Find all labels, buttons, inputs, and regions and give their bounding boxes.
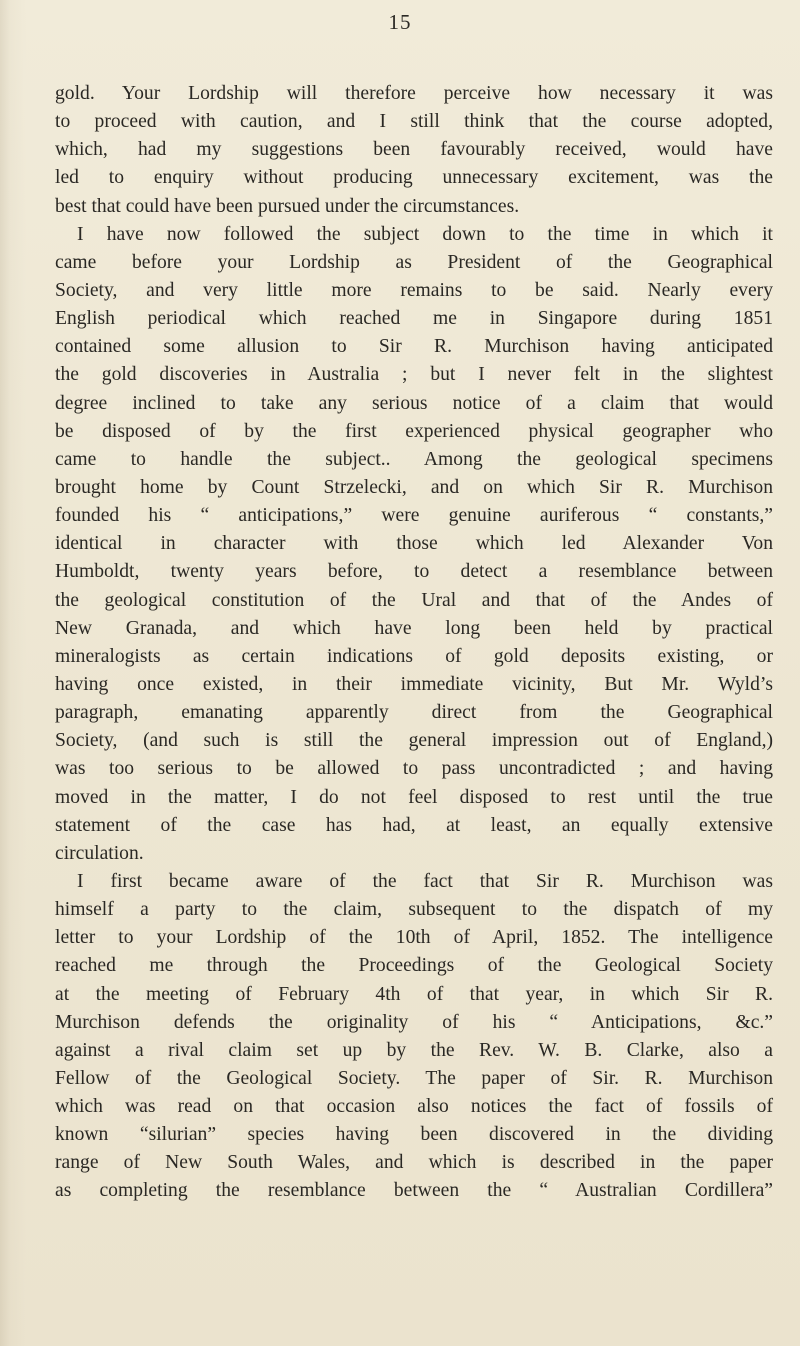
text-line: the gold discoveries in Australia ; but I never felt in the slightest (55, 364, 773, 386)
text-line: which was read on that occasion also notices the fact of fossils of (55, 1096, 773, 1118)
text-line: moved in the matter, I do not feel disposed to rest until the true (55, 786, 773, 808)
body-text (55, 80, 773, 1206)
text-line: led to enquiry without producing unnecessary excitement, was the (55, 167, 773, 189)
text-line: Society, (and such is still the general impression out of England,) (55, 730, 773, 752)
text-line: New Granada, and which have long been held by practical (55, 617, 773, 639)
text-line: I first became aware of the fact that Sir R. Murchison was (77, 870, 773, 892)
text-line: be disposed of by the first experienced physical geographer who (55, 420, 773, 442)
text-line: came before your Lordship as President of the Geographical (55, 251, 773, 273)
text-line: degree inclined to take any serious notice of a claim that would (55, 392, 773, 414)
text-line: founded his “ anticipations,” were genuine auriferous “ constants,” (55, 505, 773, 527)
text-line: which, had my suggestions been favourably received, would have (55, 139, 773, 161)
text-line: statement of the case has had, at least, an equally extensive (55, 814, 773, 836)
text-line: the geological constitution of the Ural and that of the Andes of (55, 589, 773, 611)
text-line: known “silurian” species having been discovered in the dividing (55, 1124, 773, 1146)
text-line: to proceed with caution, and I still think that the course adopted, (55, 111, 773, 133)
text-line: at the meeting of February 4th of that year, in which Sir R. (55, 983, 773, 1005)
text-line: reached me through the Proceedings of the Geological Society (55, 955, 773, 977)
text-line: was too serious to be allowed to pass uncontradicted ; and having (55, 758, 773, 780)
text-line: having once existed, in their immediate vicinity, But Mr. Wyld’s (55, 673, 773, 695)
text-line: best that could have been pursued under the circumstances. (55, 195, 520, 217)
paragraph (55, 80, 773, 221)
text-line: circulation. (55, 842, 144, 864)
page-number: 15 (388, 10, 412, 34)
text-line: Murchison defends the originality of his “ Anticipations, &c.” (55, 1011, 773, 1033)
text-line: gold. Your Lordship will therefore perceive how necessary it was (55, 83, 773, 104)
text-line: paragraph, emanating apparently direct from the Geographical (55, 702, 773, 724)
text-line: English periodical which reached me in Singapore during 1851 (55, 308, 773, 330)
paragraph (55, 221, 773, 868)
text-line: mineralogists as certain indications of gold deposits existing, or (55, 645, 773, 667)
text-line: came to handle the subject.. Among the geological specimens (55, 448, 773, 470)
text-line: as completing the resemblance between the “ Australian Cordillera” (55, 1180, 773, 1202)
text-line: himself a party to the claim, subsequent to the dispatch of my (55, 899, 773, 921)
text-line: I have now followed the subject down to the time in which it (77, 223, 773, 245)
text-line: contained some allusion to Sir R. Murchison having anticipated (55, 336, 773, 358)
text-line: against a rival claim set up by the Rev. W. B. Clarke, also a (55, 1039, 773, 1061)
text-line: range of New South Wales, and which is described in the paper (55, 1152, 773, 1174)
text-line: Fellow of the Geological Society. The paper of Sir. R. Murchison (55, 1067, 773, 1089)
text-line: Society, and very little more remains to be said. Nearly every (55, 279, 773, 301)
text-line: Humboldt, twenty years before, to detect a resemblance between (55, 561, 773, 583)
text-line: letter to your Lordship of the 10th of April, 1852. The intelligence (55, 927, 773, 949)
text-line: brought home by Count Strzelecki, and on which Sir R. Murchison (55, 476, 773, 498)
paragraph (55, 868, 773, 1206)
text-line: identical in character with those which led Alexander Von (55, 533, 773, 555)
